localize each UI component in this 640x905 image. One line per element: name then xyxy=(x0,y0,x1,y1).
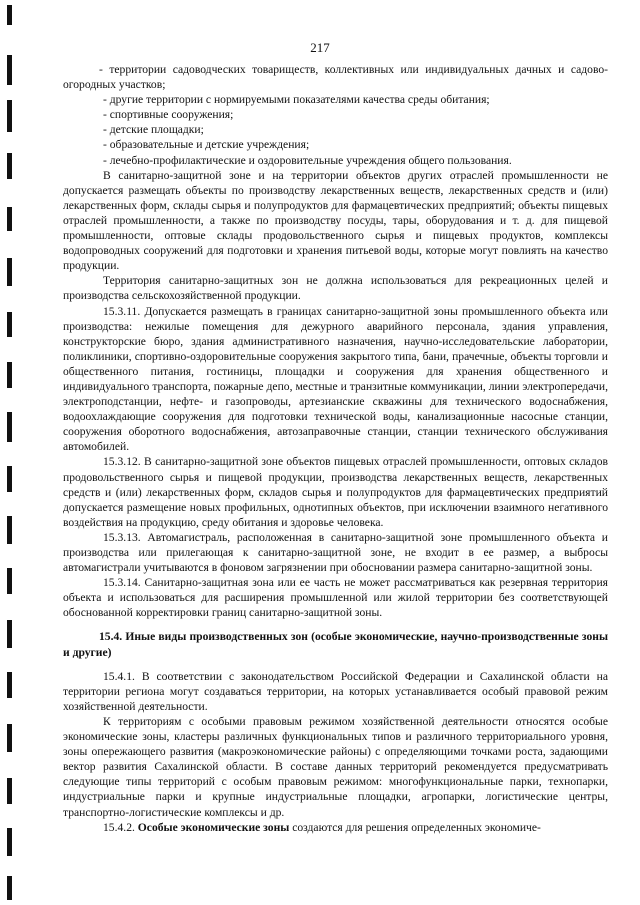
paragraph: В санитарно-защитной зоне и на территории объектов других отраслей промышленности не допускается размещать объекты по производству лекарственных веществ, лекарственных средств и (или) лекарственных форм, склады сырья и полупродуктов для фармацевтических предприятий; объекты пищевых отраслей промышленности, а также по производству посуды, тары, оборудования и т. д. для пищевой промышленности, оптовые склады продовольственного сырья и пищевых продуктов, комплексы водопроводных сооружений для подготовки и хранения питьевой воды, которые могут повлиять на качество продукции. xyxy=(63,168,608,273)
binding-mark xyxy=(7,55,12,85)
paragraph-15-3-12: 15.3.12. В санитарно-защитной зоне объектов пищевых отраслей промышленности, оптовых складов продовольственного сырья и пищевой продукции, производства лекарственных веществ, лекарственных средств и (или) лекарственных форм, складов сырья и полупродуктов для фармацевтических предприятий допускается размещение новых профильных, однотипных объектов, при исключении взаимного негативного воздействия на продукцию, среду обитания и здоровье человека. xyxy=(63,455,608,529)
binding-mark xyxy=(7,362,12,388)
paragraph: К территориям с особыми правовым режимом хозяйственной деятельности относятся особые экономические зоны, кластеры различных функциональных типов и различного территориального уровня, зоны опережающего развития (макроэкономические районы) с определяющими точками роста, задающими вектор развития Сахалинской области. В составе данных территорий рекомендуется предусматривать следующие типы территорий с особым правовым режимом: многофункциональные парки, технопарки, индустриальные парки и крупные индустриальные площадки, агропарки, логистические центры, транспортно-логистические комплексы и др. xyxy=(63,714,608,819)
binding-mark xyxy=(7,516,12,544)
paragraph-15-3-14: 15.3.14. Санитарно-защитная зона или ее часть не может рассматриваться как резервная территория объекта и использоваться для расширения промышленной или жилой территории без соответствующей обоснованной корректировки границ санитарно-защитной зоны. xyxy=(63,576,608,620)
binding-mark xyxy=(7,312,12,337)
paragraph: Территория санитарно-защитных зон не должна использоваться для рекреационных целей и производства сельскохозяйственной продукции. xyxy=(63,274,608,303)
binding-mark xyxy=(7,5,12,25)
binding-mark xyxy=(7,876,12,900)
list-item: - образовательные и детские учреждения; xyxy=(103,138,310,152)
binding-mark xyxy=(7,672,12,698)
paragraph-15-4-1: 15.4.1. В соответствии с законодательством Российской Федерации и Сахалинской области на территории региона могут создаваться территории, на которых устанавливается особый правовой режим хозяйственной деятельности. xyxy=(63,669,608,713)
paragraph-15-3-13: 15.3.13. Автомагистраль, расположенная в санитарно-защитной зоне промышленного объекта и производства или прилегающая к санитарно-защитной зоне, не входит в ее размер, а выбросы автомагистрали учитываются в фоновом загрязнении при обосновании размера санитарно-защитной зоны. xyxy=(63,530,608,575)
binding-mark xyxy=(7,828,12,856)
binding-mark xyxy=(7,258,12,286)
binding-mark xyxy=(7,724,12,752)
paragraph-15-3-11: 15.3.11. Допускается размещать в границах санитарно-защитной зоны промышленного объекта или производства: нежилые помещения для дежурного аварийного персонала, здания управления, конструкторские бюро, здания административного назначения, научно-исследовательские лаборатории, поликлиники, спортивно-оздоровительные сооружения закрытого типа, бани, прачечные, объекты торговли и общественного питания, гостиницы, площадки и сооружения для хранения общественного и индивидуального транспорта, пожарные депо, местные и транзитные коммуникации, линии электропередачи, электроподстанции, нефте- и газопроводы, артезианские скважины для технического водоснабжения, водоохлаждающие сооружения для подготовки технической воды, канализационные насосные станции, сооружения оборотного водоснабжения, автозаправочные станции, станции технического обслуживания автомобилей. xyxy=(63,304,608,454)
binding-mark xyxy=(7,466,12,492)
binding-mark xyxy=(7,207,12,231)
list-item: - территории садоводческих товариществ, коллективных или индивидуальных дачных и садово-огородных участков; xyxy=(63,63,608,92)
binding-mark xyxy=(7,153,12,179)
list-item: - детские площадки; xyxy=(103,123,204,137)
list-item: - другие территории с нормируемыми показателями качества среды обитания; xyxy=(103,93,490,107)
list-item: - лечебно-профилактические и оздоровительные учреждения общего пользования. xyxy=(103,153,512,167)
paragraph-number: 15.4.2. xyxy=(103,820,138,834)
list-item: - спортивные сооружения; xyxy=(103,108,234,122)
bold-term: Особые экономические зоны xyxy=(137,820,290,834)
binding-mark xyxy=(7,620,12,648)
paragraph-15-4-2 xyxy=(63,820,608,835)
paragraph-text: создаются для решения определенных экономиче- xyxy=(289,820,541,834)
page-body xyxy=(63,62,608,835)
section-heading: 15.4. Иные виды производственных зон (особые экономические, научно-производственные зоны и другие) xyxy=(63,630,608,659)
binding-mark xyxy=(7,100,12,132)
binding-mark xyxy=(7,412,12,442)
binding-mark xyxy=(7,778,12,804)
page-number: 217 xyxy=(310,40,330,55)
binding-mark xyxy=(7,568,12,594)
